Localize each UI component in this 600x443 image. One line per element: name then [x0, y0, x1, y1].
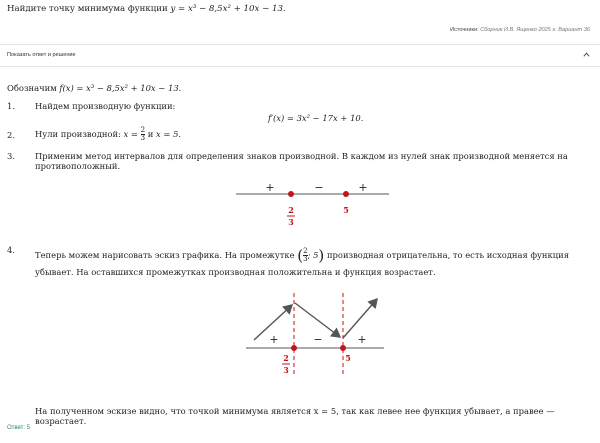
step-number: 1. — [7, 101, 15, 111]
step-4-text: Теперь можем нарисовать эскиз графика. На промежутке ($\frac{2}{3}$ ; 5) производная отрицательна, то есть исходная функция убывает. На оставшихся промежутках производная положительна и функция возрастает. — [35, 246, 569, 277]
function-sketch — [240, 287, 390, 379]
interval-fraction: $\frac{2}{3}$ — [303, 247, 308, 263]
source-label: Источники: — [450, 27, 479, 33]
root-label-den: 3 — [288, 217, 294, 227]
intro-label: Обозначим — [7, 83, 57, 93]
problem-text: Найдите точку минимума функции — [7, 4, 168, 14]
sketch-label-den: 3 — [283, 365, 289, 375]
sketch-sign-minus: − — [313, 333, 323, 346]
sketch-sign-plus-right: + — [357, 333, 367, 346]
sketch-label-num: 2 — [283, 353, 289, 363]
problem-formula: y = x³ − 8,5x² + 10x − 13. — [170, 4, 286, 14]
step-3-text: Применим метод интервалов для определения знаков производной. В каждом из нулей знак производной меняется на противоположный. — [35, 151, 568, 171]
divider — [0, 44, 600, 45]
intro-formula: f(x) = x³ − 8,5x² + 10x − 13. — [59, 83, 182, 93]
sign-minus: − — [314, 181, 324, 194]
sketch-point-five — [340, 345, 346, 351]
step-number: 4. — [7, 245, 15, 255]
step-2-label: Нули производной: — [35, 129, 121, 139]
solution-intro — [7, 83, 181, 93]
decreasing-arrow — [295, 303, 340, 337]
sign-number-line — [230, 178, 395, 230]
problem-statement — [7, 4, 286, 14]
fraction-two-thirds: $\frac{2}{3}$ — [140, 126, 146, 142]
source-link[interactable]: Сборник И.В. Ященко 2025 г. Вариант 36 — [480, 27, 590, 33]
x-equals: x = — [123, 129, 138, 139]
sketch-point-two-thirds — [291, 345, 297, 351]
step-number: 3. — [7, 151, 15, 161]
sketch-sign-plus-left: + — [269, 333, 279, 346]
step-4-part-a: Теперь можем нарисовать эскиз графика. На промежутке — [35, 250, 295, 260]
root-label-num: 2 — [288, 205, 294, 215]
step-number: 2. — [7, 130, 15, 140]
root-point-five — [343, 191, 349, 197]
answer-label: Ответ: 5 — [7, 425, 31, 431]
sign-plus-left: + — [265, 181, 275, 194]
show-solution-toggle[interactable]: Показать ответ и решение — [7, 52, 76, 58]
derivative-formula: f′(x) = 3x² − 17x + 10. — [268, 113, 364, 123]
step-4-part-b: производная отрицательна, то есть исходная функция убывает. На оставшихся промежутках производная положительна и функция возрастает. — [35, 250, 569, 277]
step-1-text: Найдем производную функции: — [35, 101, 176, 111]
chevron-up-icon[interactable] — [582, 50, 591, 59]
sketch-label-five: 5 — [345, 353, 351, 363]
conclusion-text: На полученном эскизе видно, что точкой минимума является x = 5, так как левее нее функция убывает, а правее — возрастает. — [35, 406, 555, 426]
and-word: и — [147, 129, 154, 139]
divider — [0, 66, 600, 67]
step-2-text — [35, 127, 181, 142]
source-line — [450, 27, 590, 33]
root-point-two-thirds — [288, 191, 294, 197]
root-label-five: 5 — [343, 205, 349, 215]
sign-plus-right: + — [358, 181, 368, 194]
second-root: x = 5. — [156, 129, 182, 139]
interval-right: ; 5 — [307, 250, 319, 260]
